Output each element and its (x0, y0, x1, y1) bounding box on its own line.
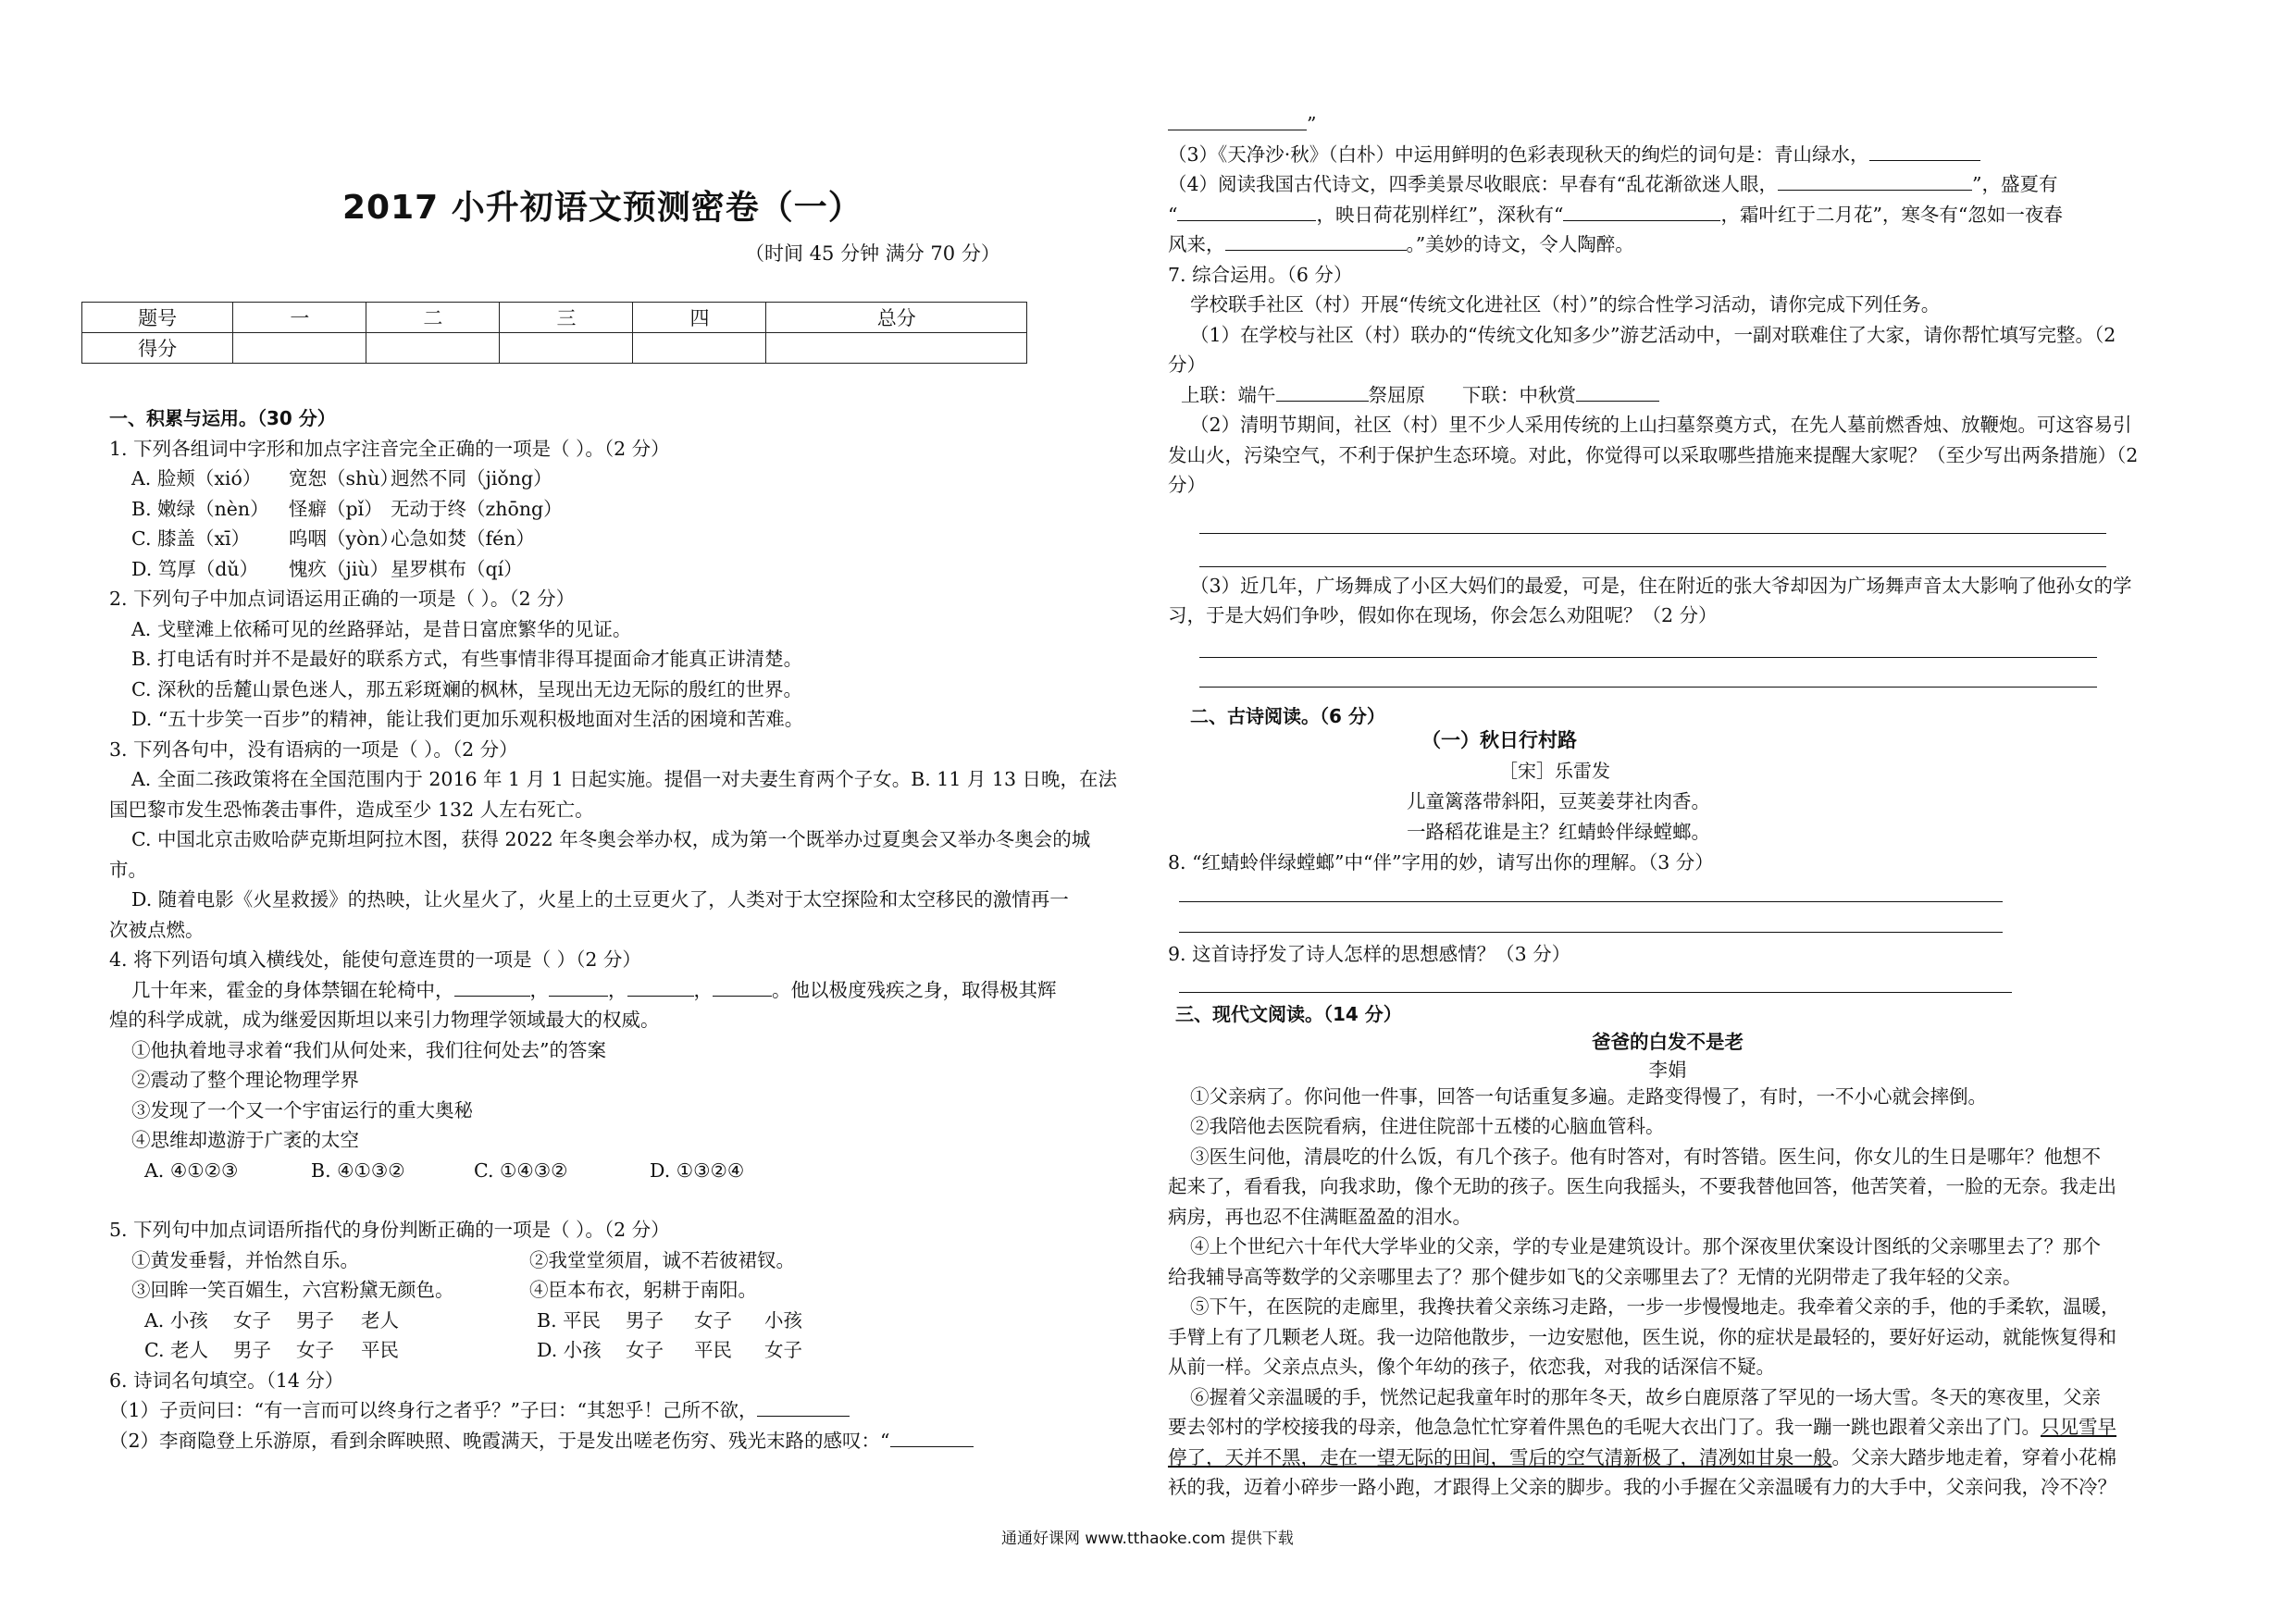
q3-stem: 3. 下列各句中，没有语病的一项是（ ）。（2 分） (109, 737, 518, 761)
q6-line-6: 风来， 。”美妙的诗文，令人陶醉。 (1168, 229, 2214, 260)
q2-stem: 2. 下列句子中加点词语运用正确的一项是（ ）。（2 分） (109, 588, 576, 610)
article-para-3: ③医生问他，清晨吃的什么饭，有几个孩子。他有时答对，有时答错。医生问，你女儿的生日是哪年？他想不 (1190, 1145, 2101, 1168)
score-header-cell: 总分 (766, 303, 1027, 333)
section-3-heading: 三、现代文阅读。（14 分） (1175, 1003, 1402, 1025)
answer-blank[interactable] (1276, 380, 1369, 402)
article-para-5-cont2: 从前一样。父亲点点头，像个年幼的孩子，依恋我，对我的话深信不疑。 (1168, 1356, 1775, 1378)
q4-passage: 几十年来，霍金的身体禁锢在轮椅中， ， ， ， 。他以极度残疾之身，取得极其辉 (109, 975, 1135, 1006)
score-header-cell: 一 (233, 303, 366, 333)
score-row-label: 得分 (82, 333, 233, 364)
answer-line[interactable] (1179, 992, 2012, 993)
score-table-row (82, 333, 1027, 364)
answer-blank[interactable] (713, 975, 772, 997)
score-cell[interactable] (633, 333, 766, 364)
score-header-cell: 三 (500, 303, 633, 333)
q7-part-2: （2）清明节期间，社区（村）里不少人采用传统的上山扫墓祭奠方式，在先人墓前燃香烛、放鞭炮。可这容易引 (1190, 414, 2132, 436)
q3-option-a: A. 全面二孩政策将在全国范围内于 2016 年 1 月 1 日起实施。提倡一对夫妻生育两个子女。B. 11 月 13 日晚，在法 (131, 768, 1118, 790)
q9-stem: 9. 这首诗抒发了诗人怎样的思想感情？（3 分） (1168, 943, 1571, 965)
page-title: 2017 小升初语文预测密卷（一） (342, 189, 863, 227)
answer-line[interactable] (1199, 566, 2106, 567)
article-para-4-cont: 给我辅导高等数学的父亲哪里去了？那个健步如飞的父亲哪里去了？无情的光阴带走了我年轻的父亲。 (1168, 1265, 2022, 1288)
q6-line-5: “ ，映日荷花别样红”，深秋有“ ，霜叶红于二月花”，寒冬有“忽如一夜春 (1168, 200, 2214, 230)
section-2-heading: 二、古诗阅读。（6 分） (1190, 704, 1385, 727)
score-table-header-row (82, 303, 1027, 333)
poem-title: （一）秋日行村路 (1421, 729, 1577, 751)
article-para-6-cont2: 停了，天并不黑，走在一望无际的田间，雪后的空气清新极了，清冽如甘泉一般。父亲大踏步地走着，穿着小花棉 (1168, 1445, 2116, 1468)
q7-intro: 学校联手社区（村）开展“传统文化进社区（村）”的综合性学习活动，请你完成下列任务。 (1190, 293, 1941, 316)
answer-blank[interactable] (1563, 200, 1720, 221)
q3-option-d: D. 随着电影《火星救援》的热映，让火星火了，火星上的土豆更火了，人类对于太空探险和太空移民的激情再一 (131, 888, 1069, 911)
answer-line[interactable] (1199, 533, 2106, 534)
q6-line-2: （2）李商隐登上乐游原，看到余晖映照、晚霞满天，于是发出嗟老伤穷、残光末路的感叹：“ (109, 1426, 1135, 1456)
q3-option-a-cont: 国巴黎市发生恐怖袭击事件，造成至少 132 人左右死亡。 (109, 798, 594, 821)
article-para-3-cont: 起来了，看看我，向我求助，像个无助的孩子。医生向我摇头，不要我替他回答，他苦笑着，一脸的无奈。我走出 (1168, 1175, 2116, 1197)
q7-part-2-cont: 发山火，污染空气，不利于保护生态环境。对此，你觉得可以采取哪些措施来提醒大家呢？（至少写出两条措施）（2 (1168, 443, 2139, 466)
article-para-5-cont: 手臂上有了几颗老人斑。我一边陪他散步，一边安慰他，医生说，你的症状是最轻的，要好好运动，就能恢复得和 (1168, 1325, 2116, 1348)
article-para-6-cont: 要去邻村的学校接我的母亲，他急急忙忙穿着件黑色的毛呢大衣出门了。我一蹦一跳也跟着父亲出了门。只见雪早 (1168, 1416, 2116, 1438)
answer-blank[interactable] (1225, 229, 1407, 251)
score-cell[interactable] (766, 333, 1027, 364)
answer-blank[interactable] (1168, 109, 1307, 130)
q2-option-b: B. 打电话有时并不是最好的联系方式，有些事情非得耳提面命才能真正讲清楚。 (131, 648, 803, 670)
q3-option-d-cont: 次被点燃。 (109, 918, 205, 941)
q7-couplet: 上联：端午 祭屈原 下联：中秋赏 (1168, 380, 2214, 411)
q3-option-c: C. 中国北京击败哈萨克斯坦阿拉木图，获得 2022 年冬奥会举办权，成为第一个既举办过夏奥会又举办冬奥会的城 (131, 828, 1091, 850)
article-para-5: ⑤下午，在医院的走廊里，我搀扶着父亲练习走路，一步一步慢慢地走。我牵着父亲的手，他的手柔软，温暖， (1190, 1295, 2120, 1318)
poem-line-1: 儿童篱落带斜阳，豆荚姜芽社肉香。 (1407, 790, 1710, 812)
q5-stem: 5. 下列句中加点词语所指代的身份判断正确的一项是（ ）。（2 分） (109, 1219, 670, 1241)
answer-blank[interactable] (1177, 200, 1316, 221)
score-table (81, 302, 1027, 364)
answer-blank[interactable] (757, 1395, 850, 1417)
footer-credit: 通通好课网 www.tthaoke.com 提供下载 (1001, 1530, 1294, 1548)
q7-part-3: （3）近几年，广场舞成了小区大妈们的最爱，可是，住在附近的张大爷却因为广场舞声音太大影响了他孙女的学 (1190, 574, 2132, 597)
q6-line-2-cont: ” (1168, 109, 2214, 140)
underlined-sentence: 停了，天并不黑，走在一望无际的田间，雪后的空气清新极了，清冽如甘泉一般 (1168, 1445, 1832, 1468)
article-para-6-cont3: 袄的我，迈着小碎步一路小跑，才跟得上父亲的脚步。我的小手握在父亲温暖有力的大手中，父亲问我，冷不冷？ (1168, 1476, 2116, 1498)
q5-sentences-2: ③回眸一笑百媚生，六宫粉黛无颜色。 ④臣本布衣，躬耕于南阳。 (131, 1279, 757, 1301)
q5-sentences-1: ①黄发垂髫，并怡然自乐。 ②我堂堂须眉，诚不若彼裙钗。 (131, 1248, 795, 1271)
underlined-sentence: 只见雪早 (2041, 1416, 2116, 1438)
q4-item-3: ③发现了一个又一个宇宙运行的重大奥秘 (131, 1098, 473, 1121)
q1-stem: 1. 下列各组词中字形和加点字注音完全正确的一项是（ ）。（2 分） (109, 437, 670, 460)
answer-blank[interactable] (1778, 169, 1972, 191)
spacer (109, 1185, 1135, 1215)
answer-blank[interactable] (890, 1426, 974, 1447)
q6-line-1: （1）子贡问曰：“有一言而可以终身行之者乎？”子曰：“其恕乎！己所不欲， (109, 1395, 1135, 1426)
article-para-3-cont2: 病房，再也忍不住满眶盈盈的泪水。 (1168, 1205, 1471, 1228)
q3-option-c-cont: 市。 (109, 858, 147, 881)
q7-part-1: （1）在学校与社区（村）联办的“传统文化知多少”游艺活动中，一副对联难住了大家，请你帮忙填写完整。（2 (1190, 323, 2116, 346)
answer-blank[interactable] (454, 975, 530, 997)
answer-line[interactable] (1199, 657, 2097, 658)
article-title: 爸爸的白发不是老 (1592, 1031, 1744, 1053)
q4-item-1: ①他执着地寻求着“我们从何处来，我们往何处去”的答案 (131, 1038, 606, 1061)
answer-line[interactable] (1199, 687, 2097, 688)
q4-passage-cont: 煌的科学成就，成为继爱因斯坦以来引力物理学领域最大的权威。 (109, 1009, 660, 1031)
section-1-heading: 一、积累与运用。（30 分） (109, 407, 336, 429)
answer-blank[interactable] (549, 975, 608, 997)
q6-line-4: （4）阅读我国古代诗文，四季美景尽收眼底：早春有“乱花渐欲迷人眼， ”，盛夏有 (1168, 169, 2214, 200)
q4-stem: 4. 将下列语句填入横线处，能使句意连贯的一项是（ ）（2 分） (109, 948, 641, 971)
q4-options: A. ④①②③ B. ④①③② C. ①④③② D. ①③②④ (144, 1158, 745, 1182)
q5-options-ab: A. 小孩 女子 男子 老人 B. 平民 男子 女子 小孩 (144, 1308, 802, 1332)
q7-part-3-cont: 习，于是大妈们争吵，假如你在现场，你会怎么劝阻呢？（2 分） (1168, 604, 1718, 626)
article-para-1: ①父亲病了。你问他一件事，回答一句话重复多遍。走路变得慢了，有时，一不小心就会摔倒。 (1190, 1084, 1987, 1108)
article-author: 李娟 (1648, 1058, 1687, 1081)
score-header-cell: 题号 (82, 303, 233, 333)
answer-line[interactable] (1179, 932, 2003, 933)
answer-space[interactable] (1168, 631, 2214, 701)
q2-option-a: A. 戈壁滩上依稀可见的丝路驿站，是昔日富庶繁华的见证。 (131, 617, 632, 640)
q7-part-1-cont: 分） (1168, 353, 1206, 376)
q2-option-d: D. “五十步笑一百步”的精神，能让我们更加乐观积极地面对生活的困境和苦难。 (131, 708, 804, 730)
q7-part-2-cont2: 分） (1168, 474, 1206, 496)
poem-line-2: 一路稻花谁是主？红蜻蛉伴绿螳螂。 (1407, 821, 1710, 843)
q5-options-cd: C. 老人 男子 女子 平民 D. 小孩 女子 平民 女子 (144, 1339, 802, 1361)
q2-option-c: C. 深秋的岳麓山景色迷人，那五彩斑斓的枫林，呈现出无边无际的殷红的世界。 (131, 677, 802, 700)
answer-line[interactable] (1179, 901, 2003, 902)
answer-blank[interactable] (627, 975, 694, 997)
q8-stem: 8. “红蜻蛉伴绿螳螂”中“伴”字用的妙，请写出你的理解。（3 分） (1168, 851, 1714, 873)
score-cell[interactable] (233, 333, 366, 364)
article-para-6: ⑥握着父亲温暖的手，恍然记起我童年时的那年冬天，故乡白鹿原落了罕见的一场大雪。冬天的寒夜里，父亲 (1190, 1385, 2101, 1408)
answer-blank[interactable] (1576, 380, 1659, 402)
page-subtitle: （时间 45 分钟 满分 70 分） (745, 242, 1000, 265)
q1-option-d: D. 笃厚（dǔ） 愧疚（jiù）星罗棋布（qí） (131, 557, 523, 580)
answer-space[interactable] (1168, 501, 2214, 571)
article-para-4: ④上个世纪六十年代大学毕业的父亲，学的专业是建筑设计。那个深夜里伏案设计图纸的父亲哪里去了？那个 (1190, 1235, 2101, 1258)
q7-stem: 7. 综合运用。（6 分） (1168, 263, 1353, 286)
q4-item-4: ④思维却遨游于广袤的太空 (131, 1129, 359, 1151)
q4-item-2: ②震动了整个理论物理学界 (131, 1069, 359, 1091)
q6-stem: 6. 诗词名句填空。（14 分） (109, 1369, 344, 1392)
answer-blank[interactable] (1869, 140, 1980, 161)
score-cell[interactable] (366, 333, 500, 364)
score-header-cell: 四 (633, 303, 766, 333)
q1-option-c: C. 膝盖（xī） 呜咽（yòn）心急如焚（fén） (131, 527, 535, 550)
poem-author: ［宋］乐雷发 (1499, 760, 1610, 782)
article-para-2: ②我陪他去医院看病，住进住院部十五楼的心脑血管科。 (1190, 1115, 1665, 1137)
q1-option-a: A. 脸颊（xió） 宽恕（shù）迥然不同（jiǒng） (131, 467, 552, 489)
q6-line-3: （3）《天净沙·秋》（白朴）中运用鲜明的色彩表现秋天的绚烂的词句是：青山绿水， (1168, 140, 2214, 170)
score-header-cell: 二 (366, 303, 500, 333)
score-cell[interactable] (500, 333, 633, 364)
q1-option-b: B. 嫩绿（nèn） 怪癖（pǐ） 无动于终（zhōng） (131, 497, 563, 520)
article (1168, 1027, 2214, 1503)
